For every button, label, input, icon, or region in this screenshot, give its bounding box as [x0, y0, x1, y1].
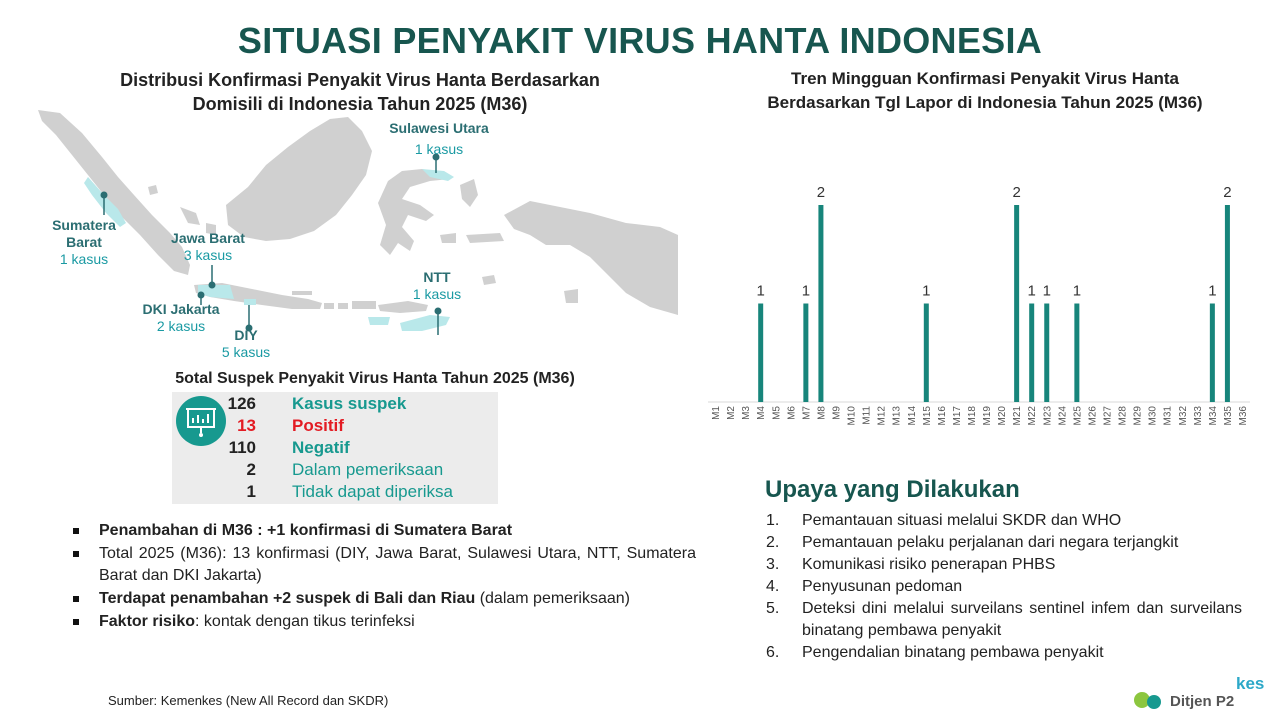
label-count-diy: 5 kasus: [221, 344, 271, 360]
data-label-M21: 2: [1012, 184, 1021, 201]
label-prov-sumbar-1: Sumatera: [52, 217, 116, 233]
dot-dki: [198, 292, 205, 299]
suspek-value: 13: [237, 416, 256, 435]
suspek-label: Negatif: [292, 438, 350, 457]
island-kalimantan: [226, 117, 372, 241]
tick-label-M23: M23: [1042, 406, 1054, 426]
suspek-title: 5otal Suspek Penyakit Virus Hanta Tahun 2025 (M36): [175, 370, 575, 387]
upaya-text: Deteksi dini melalui surveilans sentinel infem dan surveilans binatang pembawa penyakit: [802, 600, 1242, 639]
label-jawa-barat: [158, 230, 258, 264]
bar-M25: [1074, 304, 1079, 403]
tick-label-M29: M29: [1132, 406, 1144, 426]
data-label-M7: 1: [801, 282, 811, 300]
tick-label-M7: M7: [801, 406, 813, 420]
bar-M23: [1044, 304, 1049, 403]
tick-label-M4: M4: [756, 406, 768, 420]
bar-M22: [1029, 304, 1034, 403]
upaya-item: [766, 532, 1242, 554]
bar-M21: [1014, 205, 1019, 402]
label-prov-diy: DIY: [234, 327, 258, 343]
chart-title: [700, 67, 1270, 115]
tick-label-M31: M31: [1162, 406, 1174, 426]
label-sulawesi-utara: [384, 120, 494, 158]
note-bold: Faktor risiko: [99, 613, 196, 630]
note-bold: Penambahan di M36 : +1 konfirmasi di Sumatera Barat: [99, 522, 513, 539]
page-title: SITUASI PENYAKIT VIRUS HANTA INDONESIA: [237, 20, 1043, 61]
island-sumbawa: [352, 301, 376, 309]
tick-label-M28: M28: [1117, 406, 1129, 426]
island-riau: [148, 185, 158, 195]
logo-kes-text: kes: [1236, 674, 1265, 693]
upaya-text: Penyusunan pedoman: [802, 578, 963, 595]
label-prov-ntt: NTT: [423, 269, 451, 285]
upaya-text: Pemantauan pelaku perjalanan dari negara terjangkit: [802, 534, 1179, 551]
label-sumatera-barat: [44, 217, 124, 268]
note-item: [72, 543, 696, 587]
suspek-row-dalam: [200, 460, 500, 482]
data-label-M15: 1: [922, 282, 931, 300]
dot-sumbar: [101, 192, 108, 199]
tick-label-M18: M18: [966, 406, 978, 426]
data-label-M4: 1: [756, 282, 765, 300]
label-diy: [210, 327, 282, 361]
chart-title-line2: Berdasarkan Tgl Lapor di Indonesia Tahun 2025 (M36): [767, 93, 1203, 112]
suspek-row-negatif: [200, 438, 500, 460]
island-papua: [504, 201, 678, 315]
label-count-sulut: 1 kasus: [414, 141, 464, 157]
upaya-number: 2.: [766, 534, 780, 551]
note-text: (dalam pemeriksaan): [475, 590, 630, 607]
island-buru: [440, 233, 456, 243]
upaya-item: [766, 554, 1242, 576]
upaya-text: Pengendalian binatang pembawa penyakit: [802, 644, 1104, 661]
label-count-ntt: 1 kasus: [412, 286, 462, 302]
note-item: [72, 520, 696, 542]
tick-label-M27: M27: [1102, 406, 1114, 426]
data-label-M23: 1: [1042, 282, 1051, 300]
map-title-line2: Domisili di Indonesia Tahun 2025 (M36): [192, 94, 528, 114]
upaya-text: Komunikasi risiko penerapan PHBS: [802, 556, 1056, 573]
dot-ntt: [435, 308, 442, 315]
tick-label-M2: M2: [726, 406, 738, 420]
tick-label-M32: M32: [1177, 406, 1189, 426]
label-count-sumbar: 1 kasus: [59, 251, 109, 267]
tick-label-M11: M11: [861, 406, 873, 425]
suspek-label: Positif: [292, 416, 344, 435]
island-small-maluku: [482, 275, 496, 285]
tick-label-M8: M8: [816, 406, 828, 420]
tick-label-M22: M22: [1027, 406, 1039, 426]
tick-label-M17: M17: [951, 406, 963, 426]
tick-label-M26: M26: [1087, 406, 1099, 426]
tick-label-M20: M20: [997, 406, 1009, 426]
island-bangka: [180, 207, 200, 225]
notes-list: [72, 520, 696, 634]
suspek-label: Dalam pemeriksaan: [292, 460, 444, 479]
bar-M7: [803, 304, 808, 403]
data-label-M8: 2: [816, 184, 826, 201]
island-lombok: [338, 303, 348, 309]
label-prov-dki: DKI Jakarta: [142, 301, 220, 317]
suspek-value: 110: [228, 438, 256, 457]
tick-label-M36: M36: [1237, 406, 1249, 426]
tick-label-M15: M15: [921, 406, 933, 426]
map-title-line1: Distribusi Konfirmasi Penyakit Virus Hanta Berdasarkan: [120, 70, 600, 90]
tick-label-M9: M9: [831, 406, 843, 420]
tick-label-M14: M14: [906, 406, 918, 426]
data-label-M35: 2: [1223, 184, 1232, 201]
tick-label-M16: M16: [936, 406, 948, 426]
data-label-M34: 1: [1208, 282, 1217, 300]
bar-M34: [1210, 304, 1215, 403]
island-sumba: [368, 317, 390, 325]
data-label-M25: 1: [1072, 282, 1082, 300]
upaya-number: 3.: [766, 556, 780, 573]
diy-highlight: [244, 299, 256, 305]
upaya-number: 6.: [766, 644, 780, 661]
upaya-title: Upaya yang Dilakukan: [765, 476, 1020, 503]
upaya-number: 4.: [766, 578, 780, 595]
logo-text: Ditjen P2: [1170, 693, 1235, 710]
tick-label-M25: M25: [1072, 406, 1084, 426]
bar-M8: [818, 205, 823, 402]
tick-label-M19: M19: [982, 406, 994, 426]
tick-label-M10: M10: [846, 406, 858, 426]
note-text: : kontak dengan tikus terinfeksi: [195, 613, 415, 630]
note-item: [72, 588, 696, 610]
upaya-item: [766, 642, 1242, 664]
tick-label-M13: M13: [891, 406, 903, 426]
island-halmahera: [460, 179, 478, 207]
data-label-M22: 1: [1027, 282, 1036, 300]
label-count-dki: 2 kasus: [156, 318, 206, 334]
island-seram: [466, 233, 504, 243]
note-bold: Terdapat penambahan +2 suspek di Bali dan Riau: [99, 590, 476, 607]
upaya-item: [766, 576, 1242, 598]
suspek-label: Tidak dapat diperiksa: [292, 482, 453, 501]
suspek-value: 2: [246, 460, 256, 479]
tick-label-M34: M34: [1207, 406, 1219, 426]
suspek-value: 1: [246, 482, 256, 501]
island-bali: [324, 303, 334, 309]
note-text: Total 2025 (M36): 13 konfirmasi (DIY, Jawa Barat, Sulawesi Utara, NTT, Sumatera Barat dan DKI Jakarta): [99, 545, 696, 584]
upaya-text: Pemantauan situasi melalui SKDR dan WHO: [802, 512, 1122, 529]
tick-label-M12: M12: [876, 406, 888, 426]
label-ntt: [400, 269, 474, 303]
label-prov-jabar: Jawa Barat: [171, 230, 245, 246]
island-timor: [400, 315, 450, 331]
tick-label-M30: M30: [1147, 406, 1159, 426]
upaya-item: [766, 598, 1242, 642]
bar-M4: [758, 304, 763, 403]
label-prov-sumbar-2: Barat: [66, 234, 102, 250]
weekly-trend-chart: [700, 170, 1260, 440]
island-aru: [564, 289, 578, 303]
suspek-row-tidak: [200, 482, 500, 504]
upaya-number: 1.: [766, 512, 780, 529]
upaya-number: 5.: [766, 600, 780, 617]
bar-M35: [1225, 205, 1230, 402]
indonesia-map-svg: [30, 95, 680, 365]
upaya-item: [766, 510, 1242, 532]
source-text: Sumber: Kemenkes (New All Record dan SKDR): [108, 693, 389, 708]
label-count-jabar: 3 kasus: [183, 247, 233, 263]
tick-label-M6: M6: [786, 406, 798, 420]
tick-label-M1: M1: [711, 406, 723, 420]
upaya-list: [766, 510, 1242, 664]
tick-label-M35: M35: [1222, 406, 1234, 426]
suspek-value: 126: [227, 394, 256, 413]
tick-label-M21: M21: [1012, 406, 1024, 426]
suspek-row-positif: [200, 416, 500, 438]
dot-jabar: [209, 282, 216, 289]
tick-label-M24: M24: [1057, 406, 1069, 426]
note-item: [72, 611, 696, 633]
island-madura: [292, 291, 312, 295]
label-prov-sulut: Sulawesi Utara: [389, 120, 489, 136]
suspek-label: Kasus suspek: [292, 394, 407, 413]
tick-label-M5: M5: [771, 406, 783, 420]
tick-label-M33: M33: [1192, 406, 1204, 426]
island-sulawesi: [378, 169, 450, 255]
bar-M15: [924, 304, 929, 403]
suspek-row-kasus: [200, 394, 500, 416]
tick-label-M3: M3: [741, 406, 753, 420]
indonesia-map: [30, 95, 680, 365]
chart-title-line1: Tren Mingguan Konfirmasi Penyakit Virus Hanta: [791, 69, 1179, 88]
